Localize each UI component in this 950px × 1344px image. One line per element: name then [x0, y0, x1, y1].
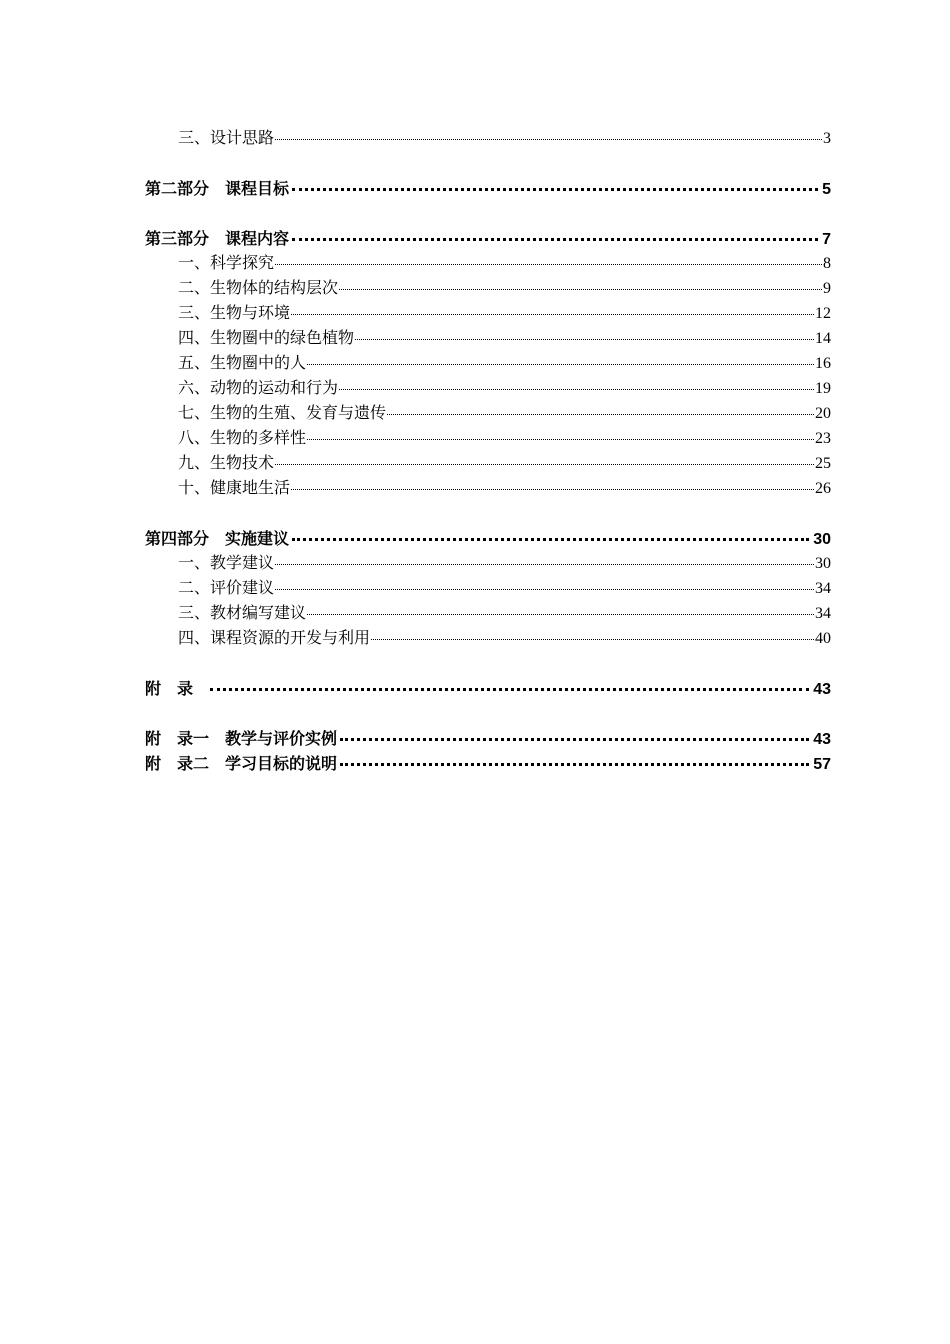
- dot-leader: [292, 222, 818, 241]
- dot-leader: [292, 172, 818, 191]
- toc-entry-page: 40: [815, 630, 831, 647]
- toc-entry-label: 一、教学建议: [178, 553, 275, 572]
- toc-entry[interactable]: [145, 550, 831, 575]
- dot-leader: [340, 747, 809, 766]
- toc-entry[interactable]: [145, 250, 831, 275]
- toc-entry-page: 30: [815, 555, 831, 572]
- toc-entry[interactable]: [145, 300, 831, 325]
- toc-entry-label: 四、生物圈中的绿色植物: [178, 328, 355, 347]
- dot-leader: [275, 548, 814, 565]
- toc-entry-label: 一、科学探究: [178, 253, 275, 272]
- toc-entry-label: 三、设计思路: [178, 128, 275, 147]
- toc-entry-label: 五、生物圈中的人: [178, 353, 307, 372]
- dot-leader: [387, 398, 814, 415]
- dot-leader: [307, 423, 814, 440]
- dot-leader: [210, 672, 809, 691]
- dot-leader: [291, 473, 814, 490]
- toc-entry-page: 20: [815, 405, 831, 422]
- toc-entry[interactable]: [145, 275, 831, 300]
- dot-leader: [307, 348, 814, 365]
- dot-leader: [275, 123, 822, 140]
- toc-entry-label: 九、生物技术: [178, 453, 275, 472]
- dot-leader: [339, 373, 814, 390]
- toc-entry-label: 八、生物的多样性: [178, 428, 307, 447]
- toc-part-heading[interactable]: [145, 225, 831, 250]
- toc-entry-label: 六、动物的运动和行为: [178, 378, 339, 397]
- toc-entry-page: 19: [815, 380, 831, 397]
- table-of-contents: [145, 125, 831, 775]
- dot-leader: [275, 248, 822, 265]
- toc-entry[interactable]: [145, 600, 831, 625]
- toc-part-page: 5: [822, 181, 831, 198]
- toc-entry[interactable]: [145, 350, 831, 375]
- toc-part-label: 附 录: [145, 679, 194, 698]
- toc-entry-page: 26: [815, 480, 831, 497]
- toc-entry-page: 34: [815, 605, 831, 622]
- toc-part-heading[interactable]: [145, 675, 831, 700]
- dot-leader: [275, 573, 814, 590]
- toc-entry-label: 二、生物体的结构层次: [178, 278, 339, 297]
- toc-part-label: 附 录二 学习目标的说明: [145, 754, 338, 773]
- toc-entry-label: 四、课程资源的开发与利用: [178, 628, 371, 647]
- toc-part-page: 43: [813, 681, 831, 698]
- toc-entry[interactable]: [145, 625, 831, 650]
- toc-entry-page: 9: [823, 280, 831, 297]
- dot-leader: [291, 298, 814, 315]
- toc-part-label: 第三部分 课程内容: [145, 229, 290, 248]
- toc-entry[interactable]: [145, 425, 831, 450]
- dot-leader: [307, 598, 814, 615]
- dot-leader: [371, 623, 814, 640]
- toc-entry-page: 23: [815, 430, 831, 447]
- toc-entry-page: 34: [815, 580, 831, 597]
- toc-entry-label: 二、评价建议: [178, 578, 275, 597]
- toc-part-heading[interactable]: [145, 750, 831, 775]
- toc-entry-page: 12: [815, 305, 831, 322]
- toc-entry-page: 8: [823, 255, 831, 272]
- toc-entry-label: 七、生物的生殖、发育与遗传: [178, 403, 387, 422]
- toc-entry[interactable]: [145, 575, 831, 600]
- toc-part-heading[interactable]: [145, 175, 831, 200]
- toc-entry[interactable]: [145, 475, 831, 500]
- dot-leader: [339, 273, 822, 290]
- dot-leader: [340, 722, 809, 741]
- dot-leader: [292, 522, 809, 541]
- dot-leader: [275, 448, 814, 465]
- toc-part-label: 附 录一 教学与评价实例: [145, 729, 338, 748]
- toc-entry-label: 十、健康地生活: [178, 478, 291, 497]
- dot-leader: [355, 323, 814, 340]
- toc-part-label: 第二部分 课程目标: [145, 179, 290, 198]
- toc-entry[interactable]: [145, 325, 831, 350]
- toc-part-page: 7: [822, 231, 831, 248]
- toc-entry-page: 16: [815, 355, 831, 372]
- toc-entry[interactable]: [145, 375, 831, 400]
- toc-entry-label: 三、教材编写建议: [178, 603, 307, 622]
- toc-part-page: 30: [813, 531, 831, 548]
- toc-entry[interactable]: [145, 400, 831, 425]
- toc-part-label: 第四部分 实施建议: [145, 529, 290, 548]
- toc-entry-page: 25: [815, 455, 831, 472]
- toc-entry-page: 14: [815, 330, 831, 347]
- toc-entry-label: 三、生物与环境: [178, 303, 291, 322]
- toc-entry[interactable]: [145, 450, 831, 475]
- toc-entry[interactable]: [145, 125, 831, 150]
- toc-part-heading[interactable]: [145, 525, 831, 550]
- toc-part-page: 43: [813, 731, 831, 748]
- toc-part-page: 57: [813, 756, 831, 773]
- toc-entry-page: 3: [823, 130, 831, 147]
